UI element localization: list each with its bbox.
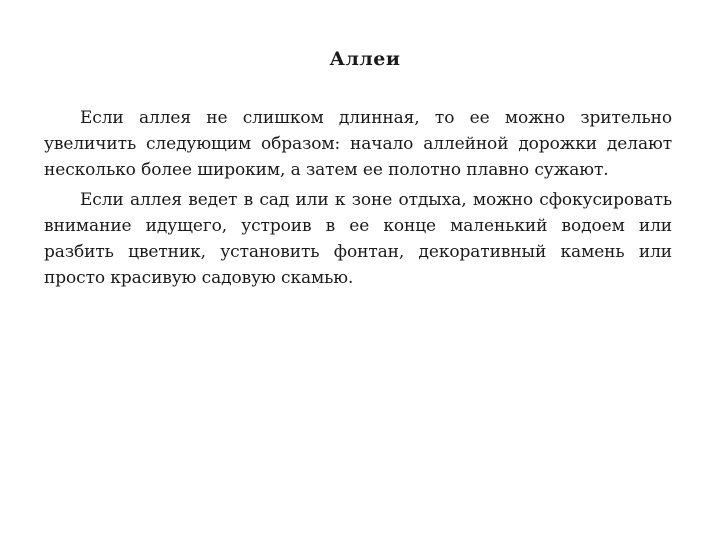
- paragraph-1: Если аллея не слишком длинная, то ее можно зрительно увеличить следующим образом: начало аллейной дорожки делают несколько более широким, а затем ее полотно плавно сужают.: [44, 108, 672, 180]
- paragraph-2: Если аллея ведет в сад или к зоне отдыха, можно сфокусировать внимание идущего, устроив в ее конце маленький водоем или разбить цветник, установить фонтан, декоративный камень или просто красивую садовую скамью.: [44, 190, 672, 288]
- slide-title: Аллеи: [329, 48, 401, 70]
- slide-body: [44, 105, 672, 295]
